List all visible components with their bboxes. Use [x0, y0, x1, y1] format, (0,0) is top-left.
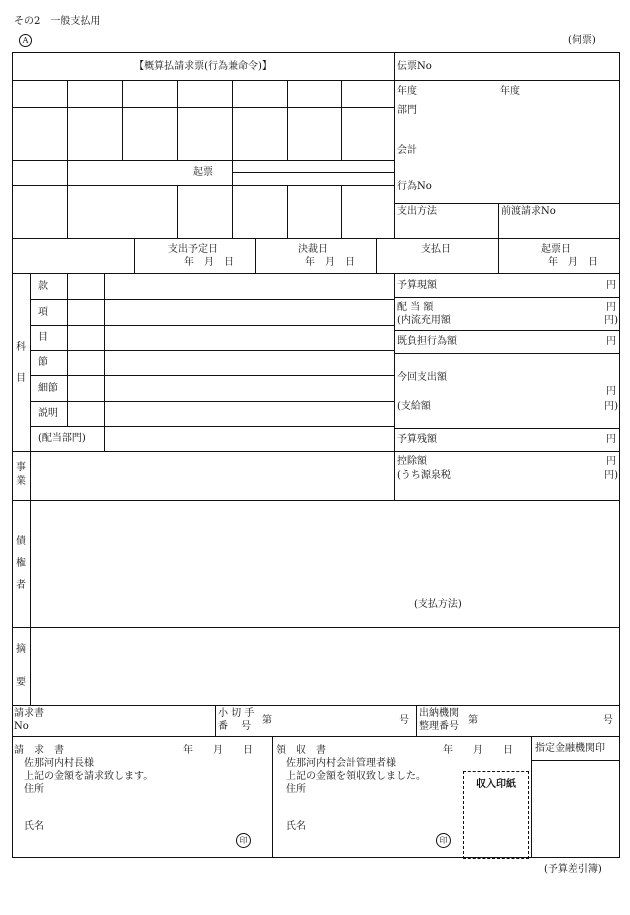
yen-3: 円): [604, 315, 618, 326]
invoice-to: 佐那河内村長様: [24, 758, 94, 769]
receipt-body: 上記の金額を領収致しました。: [286, 771, 426, 782]
invoice-name: 氏名: [24, 821, 44, 832]
footer-label: (予算差引簿): [544, 864, 602, 875]
tekiyo-label-2: 要: [16, 677, 26, 688]
koui-no-label: 行為No: [397, 181, 432, 192]
shikyu-label: (支給額: [397, 401, 431, 412]
shishutsu-houhou-label: 支出方法: [397, 206, 437, 217]
zento-seikyu-no-label: 前渡請求No: [501, 206, 556, 217]
dai-label-2: 第: [468, 715, 478, 726]
revenue-stamp-label: 収入印紙: [476, 779, 516, 790]
kamoku-moku: 目: [38, 332, 48, 343]
dai-label-1: 第: [262, 715, 272, 726]
tekiyo-label-1: 摘: [16, 644, 26, 655]
receipt-to: 佐那河内村会計管理者様: [286, 758, 396, 769]
invoice-body: 上記の金額を請求致します。: [24, 771, 154, 782]
yen-2: 円: [606, 302, 616, 313]
nendo-label-2: 年度: [500, 86, 520, 97]
haitou-gaku-label: 配 当 額: [397, 302, 434, 313]
kamoku-kan: 款: [38, 281, 48, 292]
kihyo-label: 起票: [193, 167, 213, 178]
shiharai-label: 支払日: [421, 244, 451, 255]
nendo-label: 年度: [397, 86, 417, 97]
kihyo-bi-label: 起票日: [541, 244, 571, 255]
yen-7: 円: [606, 434, 616, 445]
yen-4: 円: [606, 336, 616, 347]
shiharai-houhou-label: (支払方法): [414, 599, 462, 610]
kessai-ymd: 年 月 日: [305, 257, 355, 268]
form-title: 【概算払請求票(行為兼命令)】: [134, 61, 272, 72]
kamoku-label-1: 科: [16, 342, 26, 353]
invoice-title: 請 求 書: [14, 745, 64, 756]
seikyusho-no-label: 請求書: [14, 708, 44, 719]
bank-seal-label: 指定金融機関印: [535, 743, 605, 754]
saikensha-label-2: 権: [16, 558, 26, 569]
mark-a: A: [19, 34, 32, 47]
invoice-address: 住所: [24, 784, 44, 795]
kogitte-label-2: 番 号: [218, 721, 252, 732]
yen-5: 円: [606, 386, 616, 397]
saikensha-label-1: 債: [16, 536, 26, 547]
yosan-genkaku-label: 予算現額: [397, 280, 437, 291]
yotei-label: 支出予定日: [168, 244, 218, 255]
inquiry-label: (伺票): [568, 35, 596, 46]
yosan-zan-label: 予算残額: [397, 434, 437, 445]
denpyo-no-label: 伝票No: [397, 61, 432, 72]
yen-9: 円): [604, 470, 618, 481]
kojo-label: 控除額: [397, 456, 427, 467]
invoice-ymd: 年 月 日: [183, 745, 253, 756]
konkai-label: 今回支出額: [397, 372, 447, 383]
jigyo-label-1: 事: [16, 462, 26, 473]
kessai-label: 決裁日: [298, 244, 328, 255]
kaikei-label: 会計: [397, 145, 417, 156]
suitou-label-1: 出納機関: [419, 708, 459, 719]
kamoku-label-2: 目: [16, 373, 26, 384]
yotei-ymd: 年 月 日: [184, 257, 234, 268]
kamoku-setsu: 節: [38, 357, 48, 368]
receipt-title: 領 収 書: [276, 745, 326, 756]
receipt-address: 住所: [286, 784, 306, 795]
no-label: No: [14, 721, 29, 732]
receipt-name: 氏名: [286, 821, 306, 832]
kihyo-bi-ymd: 年 月 日: [548, 257, 598, 268]
invoice-seal-icon: 印: [236, 833, 251, 848]
bumon-label: 部門: [397, 105, 417, 116]
yen-1: 円: [606, 280, 616, 291]
gensen-label: (うち源泉税: [397, 470, 451, 481]
jigyo-label-2: 業: [16, 476, 26, 487]
suitou-label-2: 整理番号: [419, 721, 459, 732]
yen-8: 円: [606, 456, 616, 467]
kamoku-saisetsu: 細節: [38, 383, 58, 394]
saikensha-label-3: 者: [16, 580, 26, 591]
haito-bumon-label: (配当部門): [38, 433, 86, 444]
receipt-ymd: 年 月 日: [443, 745, 513, 756]
kifutan-label: 既負担行為額: [397, 336, 457, 347]
gou-label-2: 号: [603, 715, 613, 726]
yen-6: 円): [604, 401, 618, 412]
nairyu-label: (内流充用額: [397, 315, 451, 326]
kamoku-kou: 項: [38, 307, 48, 318]
receipt-seal-icon: 印: [436, 833, 451, 848]
kamoku-setsumei: 説明: [38, 408, 58, 419]
kogitte-label-1: 小 切 手: [218, 708, 255, 719]
form-id: その2 一般支払用: [14, 16, 101, 27]
gou-label-1: 号: [399, 715, 409, 726]
